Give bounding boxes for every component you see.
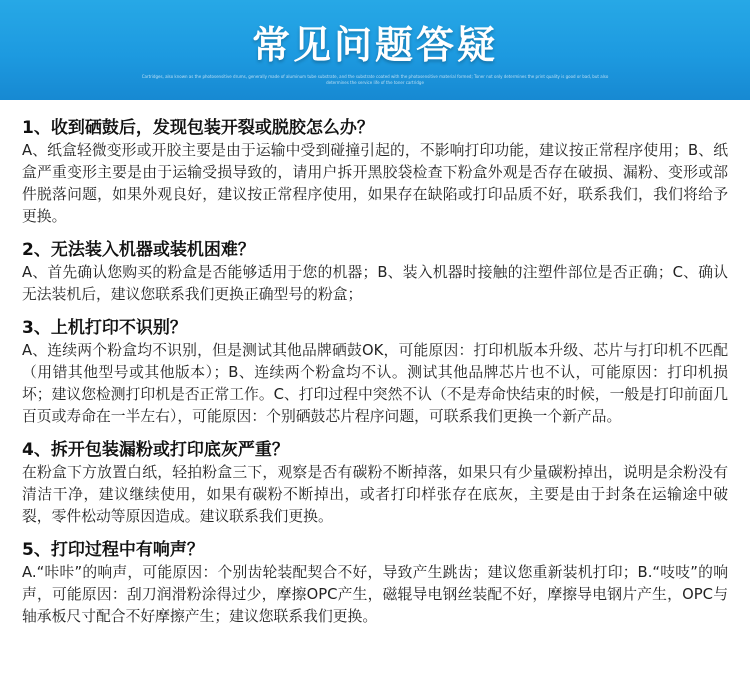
faq-item-3 [22,316,728,428]
faq-answer: 在粉盒下方放置白纸，轻拍粉盒三下，观察是否有碳粉不断掉落，如果只有少量碳粉掉出，说明是余粉没有清洁干净，建议继续使用，如果有碳粉不断掉出，或者打印样张存在底灰，主要是由于封条在运输途中破裂，零件松动等原因造成。建议联系我们更换。 [22,464,728,525]
faq-answer: A.“咔咔”的响声，可能原因：个别齿轮装配契合不好，导致产生跳齿；建议您重新装机打印；B.“吱吱”的响声，可能原因：刮刀润滑粉涂得过少，摩擦OPC产生，磁辊导电钢丝装配不好，摩擦导电钢片产生，OPC与轴承板尺寸配合不好摩擦产生；建议您联系我们更换。 [22,564,728,625]
faq-list [0,100,750,628]
faq-question: 1、收到硒鼓后，发现包装开裂或脱胶怎么办？ [22,118,374,138]
faq-item-5 [22,538,728,628]
page-title: 常见问题答疑 [251,23,498,67]
header-banner [0,0,750,100]
faq-item-2 [22,238,728,306]
faq-question: 2、无法装入机器或装机困难？ [22,240,255,260]
faq-item-1 [22,116,728,228]
faq-item-4 [22,438,728,528]
faq-answer: A、首先确认您购买的粉盒是否能够适用于您的机器；B、装入机器时接触的注塑件部位是否正确；C、确认无法装机后，建议您联系我们更换正确型号的粉盒； [22,264,728,303]
faq-answer: A、纸盒轻微变形或开胶主要是由于运输中受到碰撞引起的，不影响打印功能，建议按正常程序使用；B、纸盒严重变形主要是由于运输受损导致的，请用户拆开黑胶袋检查下粉盒外观是否存在破损、漏粉、变形或部件脱落问题，如果外观良好，建议按正常程序使用，如果存在缺陷或打印品质不好，联系我们，我们将给予更换。 [22,142,728,225]
faq-question: 5、打印过程中有响声？ [22,540,204,560]
faq-question: 4、拆开包装漏粉或打印底灰严重？ [22,440,289,460]
faq-question: 3、上机打印不识别？ [22,318,187,338]
header-subtitle: Cartridges, also known as the photosensitive drums, generally made of aluminum tube substrate, and the substrate coated with the photosensitive material formed; Toner not only determines the print quality is good or bad, but also determines the service life of the toner cartridge [141,74,609,85]
faq-answer: A、连续两个粉盒均不识别，但是测试其他品牌硒鼓OK，可能原因：打印机版本升级、芯片与打印机不匹配（用错其他型号或其他版本）；B、连续两个粉盒均不认。测试其他品牌芯片也不认，可能原因：打印机损坏；建议您检测打印机是否正常工作。C、打印过程中突然不认（不是寿命快结束的时候，一般是打印前面几百页或寿命在一半左右），可能原因：个别硒鼓芯片程序问题，可联系我们更换一个新产品。 [22,342,728,425]
